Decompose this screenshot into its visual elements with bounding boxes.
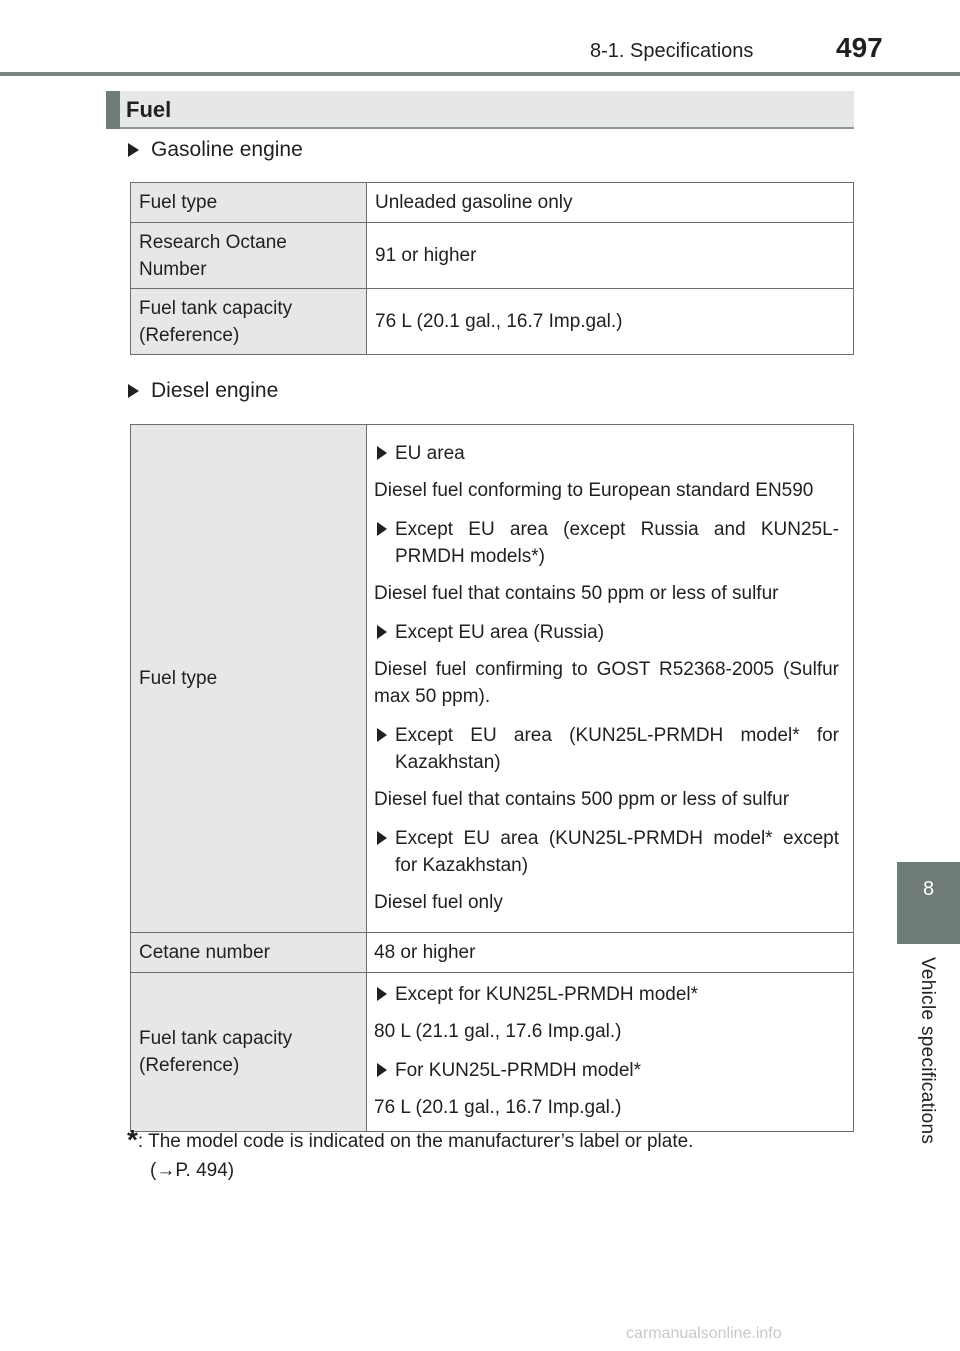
list-item: [374, 1057, 839, 1084]
gasoline-heading-text: Gasoline engine: [151, 138, 303, 161]
watermark: carmanualsonline.info: [626, 1325, 782, 1342]
triangle-bullet-icon: [377, 625, 387, 639]
table-row: [131, 183, 854, 223]
spec-text: 76 L (20.1 gal., 16.7 Imp.gal.): [374, 1097, 622, 1118]
list-item: [374, 619, 839, 646]
triangle-bullet-icon: [377, 522, 387, 536]
condition-text: For KUN25L-PRMDH model*: [395, 1060, 642, 1081]
spec-text: Diesel fuel that contains 500 ppm or less of sulfur: [374, 788, 790, 810]
page-number: 497: [836, 32, 883, 63]
list-item: [374, 722, 839, 776]
condition-text: Except EU area (Russia): [395, 621, 605, 643]
fuel-type-value-cell: [367, 425, 854, 933]
condition-text: Except EU area (KUN25L-PRMDH model* for Kazakhstan): [395, 724, 839, 773]
table-value-cell: 91 or higher: [367, 223, 854, 289]
list-item: [374, 981, 839, 1008]
footnote-text: : The model code is indicated on the manufacturer’s label or plate.: [137, 1131, 694, 1152]
table-label-cell: Fuel type: [131, 183, 367, 223]
chapter-tab[interactable]: [897, 862, 960, 944]
section-bar-accent: [106, 91, 120, 129]
section-bar: [106, 91, 854, 129]
condition-text: Except for KUN25L-PRMDH model*: [395, 984, 699, 1005]
table-row: [131, 223, 854, 289]
triangle-bullet-icon: [377, 831, 387, 845]
footnote-marker: *: [127, 1124, 138, 1155]
table-label-cell: Cetane number: [131, 933, 367, 973]
table-value-cell: 48 or higher: [367, 933, 854, 973]
triangle-bullet-icon: [377, 987, 387, 1001]
footnote-reference[interactable]: (→P. 494): [150, 1160, 235, 1181]
table-label-cell: Fuel tank capacity (Reference): [131, 973, 367, 1132]
triangle-bullet-icon: [128, 143, 139, 157]
spec-text: Diesel fuel only: [374, 891, 503, 913]
diesel-heading: [128, 379, 278, 403]
triangle-bullet-icon: [377, 446, 387, 460]
list-item: [374, 516, 839, 570]
spec-text: Diesel fuel conforming to European standard EN590: [374, 479, 814, 501]
gasoline-spec-table: [130, 182, 854, 355]
table-row: [131, 933, 854, 973]
chapter-label: Vehicle specifications: [917, 957, 938, 1145]
spec-text: Diesel fuel confirming to GOST R52368-2005 (Sulfur max 50 ppm).: [374, 658, 839, 707]
table-row: [131, 973, 854, 1132]
condition-text: Except EU area (except Russia and KUN25L-PRMDH models*): [395, 518, 839, 567]
table-label-cell: Fuel type: [131, 425, 367, 933]
diesel-heading-text: Diesel engine: [151, 379, 279, 402]
tank-value-cell: [367, 973, 854, 1132]
triangle-bullet-icon: [377, 728, 387, 742]
section-title: Fuel: [126, 97, 172, 122]
gasoline-heading: [128, 138, 303, 162]
chapter-number: 8: [922, 878, 935, 900]
table-label-cell: Research Octane Number: [131, 223, 367, 289]
header-rule: [0, 72, 960, 76]
table-label-cell: Fuel tank capacity (Reference): [131, 289, 367, 355]
diesel-spec-table: [130, 424, 854, 1132]
list-item: [374, 825, 839, 879]
triangle-bullet-icon: [128, 384, 139, 398]
table-row: [131, 289, 854, 355]
spec-text: 80 L (21.1 gal., 17.6 Imp.gal.): [374, 1021, 622, 1042]
spec-text: Diesel fuel that contains 50 ppm or less of sulfur: [374, 582, 779, 604]
list-item: [374, 440, 839, 467]
section-header: 8-1. Specifications: [590, 40, 754, 62]
table-value-cell: Unleaded gasoline only: [367, 183, 854, 223]
condition-text: Except EU area (KUN25L-PRMDH model* except for Kazakhstan): [395, 827, 839, 876]
footnote: [127, 1126, 693, 1156]
triangle-bullet-icon: [377, 1063, 387, 1077]
table-value-cell: 76 L (20.1 gal., 16.7 Imp.gal.): [367, 289, 854, 355]
condition-text: EU area: [395, 442, 465, 464]
table-row: [131, 425, 854, 933]
